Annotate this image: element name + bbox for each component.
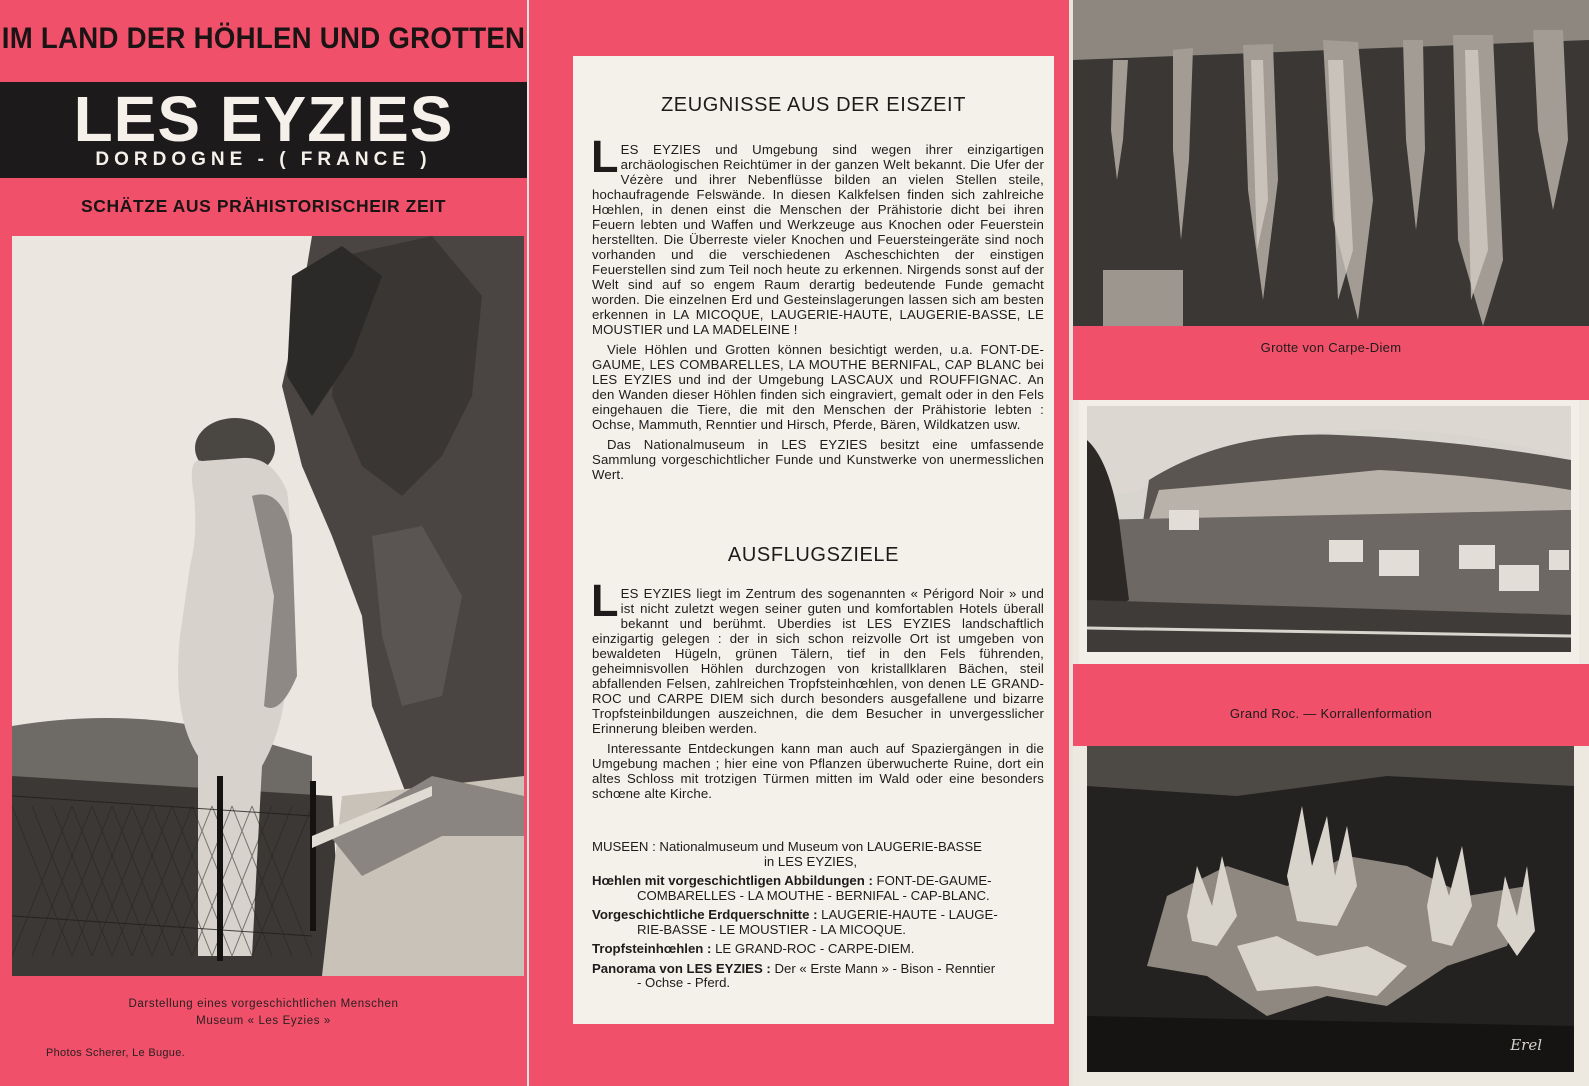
caption-carpe-diem: Grotte von Carpe-Diem bbox=[1260, 340, 1402, 355]
title-band bbox=[0, 82, 527, 178]
coral-formation-art bbox=[1087, 746, 1574, 1072]
pano-label: Panorama von LES EYZIES : bbox=[592, 960, 771, 976]
list-item-tropf bbox=[592, 942, 1044, 957]
caption-band-2 bbox=[1073, 664, 1589, 746]
grand-roc-photo bbox=[1087, 746, 1574, 1072]
paragraph-2: Viele Höhlen und Grotten können besichtigt werden, u.a. FONT-DE-GAUME, LES COMBARELLES, LA MOUTHE BERNIFAL, CAP BLANC bei LES EYZIES und ind der Umgebung LASCAUX und ROUFFIGNAC. An den Wanden dieser Höhlen finden sich eingraviert, gemalt oder in den Fels eingehauen die Tiere, die mit den Menschen der Prähistorie lebten : Ochse, Mammuth, Renntier und Hirsch, Pferde, Bären, Wildkatzen usw. bbox=[592, 342, 1044, 432]
cover-panel bbox=[0, 0, 527, 1086]
dropcap-1: L bbox=[591, 131, 619, 182]
paragraph-3: Das Nationalmuseum in LES EYZIES besitzt eine umfassende Sammlung vorgeschichtlicher Funde und Kunstwerke von unermesslichen Wert. bbox=[592, 437, 1044, 482]
paragraph-4-text: ES EYZIES liegt im Zentrum des sogenannten « Périgord Noir » und ist nicht zuletzt wegen seiner guten und komfortablen Hotels überall bekannt und berühmt. Uberdies ist LES EYZIES landschaftlich einzigartig gelegen : der in sich schon reizvolle Ort ist umgeben von bewaldeten Hügeln, grünen Tälern, tief in den Fels führenden, geheimnisvollen Höhlen durchzogen von kristallklaren Bächen, steil abfallenden Felsen, zahlreichen Tropfsteinhœhlen, von denen LE GRAND-ROC und CARPE DIEM sich durch besonders ausgefallene und bizarre Tropfsteinbildungen auszeichnen, die dem Besucher in unvergesslicher Erinnerung bleiben werden. bbox=[592, 586, 1044, 736]
caption-grand-roc: Grand Roc. — Korrallenformation bbox=[1229, 706, 1433, 721]
paragraph-4 bbox=[591, 575, 1044, 736]
cave-photo-carpe-diem bbox=[1073, 0, 1589, 326]
list-item-erd bbox=[592, 908, 1044, 937]
top-title-band bbox=[0, 0, 527, 78]
list-item-hoehlen bbox=[592, 874, 1044, 903]
tropf-label: Tropfsteinhœhlen : bbox=[592, 941, 712, 956]
list-item-museen bbox=[592, 840, 1044, 869]
region-subtitle: DORDOGNE - ( FRANCE ) bbox=[95, 149, 432, 170]
pano-cont: - Ochse - Pferd. bbox=[637, 975, 731, 990]
town-title: LES EYZIES bbox=[73, 83, 454, 155]
dropcap-2: L bbox=[591, 575, 619, 626]
caption-line-2: Museum « Les Eyzies » bbox=[196, 1015, 331, 1027]
statue-photo-art bbox=[12, 236, 524, 976]
village-photo-frame bbox=[1079, 400, 1579, 664]
tropf-text: LE GRAND-ROC - CARPE-DIEM. bbox=[715, 941, 915, 956]
museen-label: MUSEEN : bbox=[592, 839, 656, 854]
subtitle: SCHÄTZE AUS PRÄHISTORISCHEIR ZEIT bbox=[81, 195, 446, 216]
heading-ausflugsziele: AUSFLUGSZIELE bbox=[727, 544, 900, 566]
museen-cont: in LES EYZIES, bbox=[764, 853, 858, 869]
text-sheet bbox=[573, 56, 1054, 1024]
photo-credit: Photos Scherer, Le Bugue. bbox=[46, 1047, 185, 1059]
subtitle-band bbox=[0, 180, 527, 232]
erd-text: LAUGERIE-HAUTE - LAUGE- bbox=[821, 907, 998, 922]
caption-band-1 bbox=[1073, 326, 1589, 400]
paragraph-1-text: ES EYZIES und Umgebung sind wegen ihrer einzigartigen archäologischen Reichtümer in der ganzen Welt bekannt. Die Ufer der Vézère und ihrer Nebenflüsse bilden an vielen Stellen steile, hochaufragende Felswände. In diesen Kalkfelsen finden sich zahlreiche Hœhlen, in denen einst die Menschen der Prähistorie dicht bei ihren Feuern lebten und Waffen und Werkzeuge aus Knochen oder Feuerstein herstellten. Die Überreste vieler Knochen und Feuersteingeräte sind noch vorhanden und die verschiedenen Ascheschichten der einstigen Feuerstellen sind zum Teil noch heute zu erkennen. Nirgends sonst auf der Welt sind auf so engem Raum derartig bedeutende Funde gemacht worden. Die einzelnen Erd und Gesteinslagerungen lassen sich am besten erkennen in LA MICOQUE, LAUGERIE-HAUTE, LAUGERIE-BASSE, LE MOUSTIER und LA MADELEINE ! bbox=[592, 142, 1044, 337]
photo-caption bbox=[0, 996, 527, 1030]
village-photo-art bbox=[1079, 400, 1579, 664]
erd-cont: RIE-BASSE - LE MOUSTIER - LA MICOQUE. bbox=[637, 921, 906, 937]
museen-text: Nationalmuseum und Museum von LAUGERIE-BASSE bbox=[659, 839, 982, 854]
photographer-signature: Erel bbox=[1510, 1036, 1542, 1054]
cave-photo-art bbox=[1073, 0, 1589, 326]
paragraph-5: Interessante Entdeckungen kann man auch auf Spaziergängen in die Umgebung machen ; hier eine von Pflanzen überwucherte Ruine, dort ein altes Schloss mit trotzigen Türmen mitten im Wald oder eine besonders schœne alte Kirche. bbox=[592, 741, 1044, 801]
list-item-panorama bbox=[592, 962, 1044, 991]
pano-text: Der « Erste Mann » - Bison - Renntier bbox=[774, 960, 996, 976]
hoehlen-cont: COMBARELLES - LA MOUTHE - BERNIFAL - CAP-BLANC. bbox=[637, 887, 990, 903]
paragraph-1 bbox=[591, 131, 1044, 337]
top-title: IM LAND DER HÖHLEN UND GROTTEN bbox=[1, 22, 526, 55]
photo-panel bbox=[1073, 0, 1589, 1086]
caption-line-1: Darstellung eines vorgeschichtlichen Menschen bbox=[128, 998, 399, 1010]
hoehlen-text: FONT-DE-GAUME- bbox=[876, 873, 992, 888]
statue-photo bbox=[12, 236, 524, 976]
heading-eiszeit: ZEUGNISSE AUS DER EISZEIT bbox=[660, 94, 967, 116]
hoehlen-label: Hœhlen mit vorgeschichtligen Abbildungen : bbox=[592, 873, 873, 888]
text-panel bbox=[529, 0, 1069, 1086]
section-ausflugsziele bbox=[591, 575, 1044, 806]
sights-list bbox=[592, 840, 1044, 996]
erd-label: Vorgeschichtliche Erdquerschnitte : bbox=[592, 907, 818, 922]
section-eiszeit bbox=[591, 131, 1044, 487]
